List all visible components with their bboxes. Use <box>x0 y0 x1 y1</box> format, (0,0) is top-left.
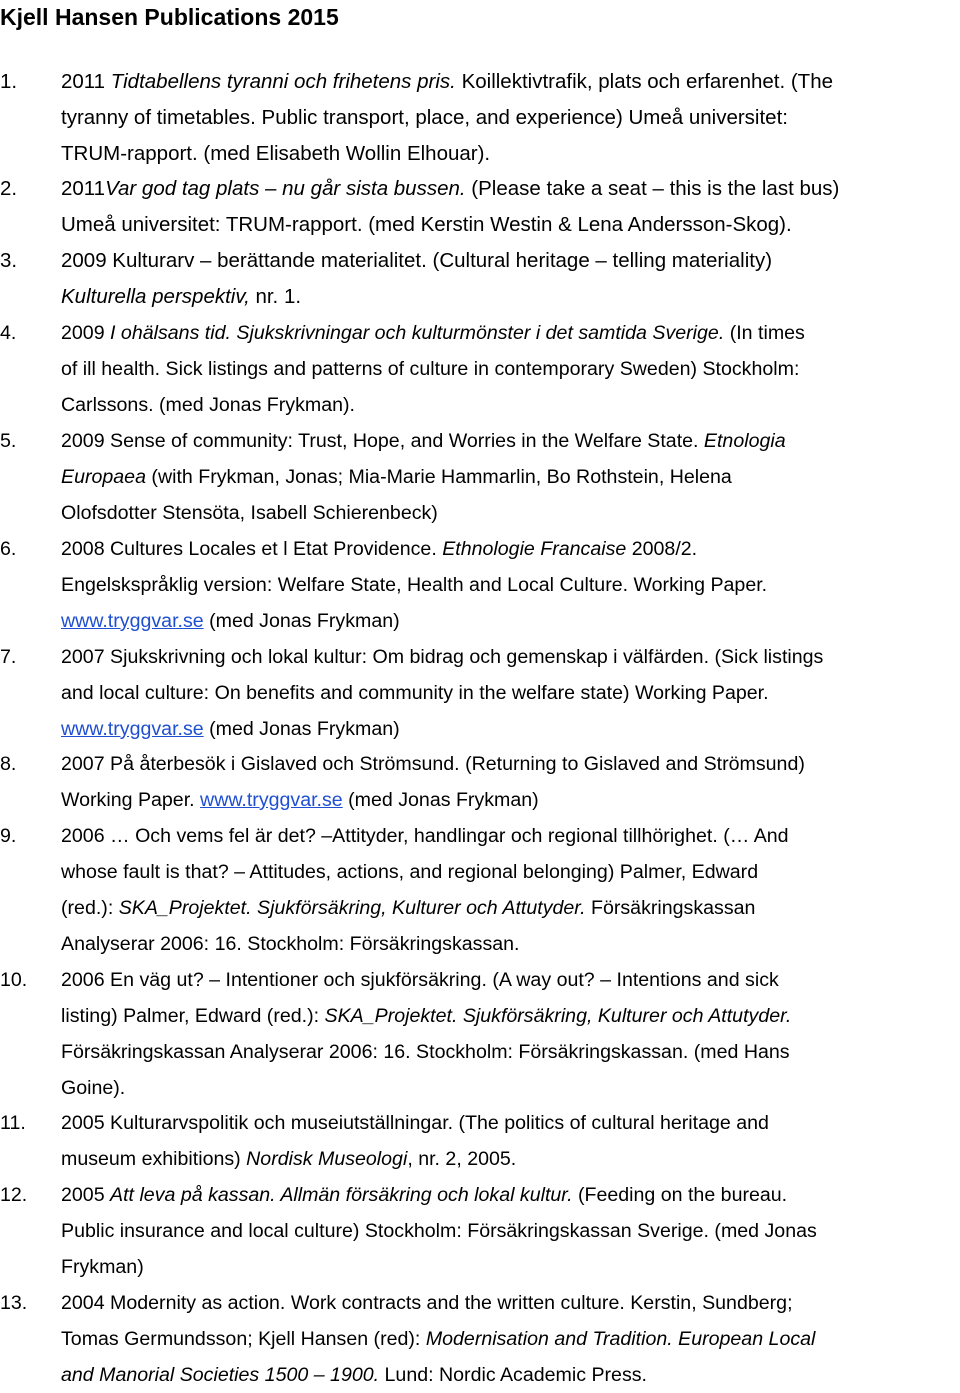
text-line <box>61 998 960 1034</box>
item-number: 8. <box>0 753 17 775</box>
text-segment: of ill health. Sick listings and patterns of culture in contemporary Sweden) Stockholm: <box>61 358 800 380</box>
text-segment: 2006 En väg ut? – Intentioner och sjukförsäkring. (A way out? – Intentions and sick <box>61 969 779 991</box>
text-segment: 2007 Sjukskrivning och lokal kultur: Om bidrag och gemenskap i välfärden. (Sick listings <box>61 646 824 668</box>
text-segment: Koillektivtrafik, plats och erfarenhet. (The <box>461 70 834 93</box>
item-number: 2. <box>0 177 18 200</box>
text-segment: Tomas Germundsson; Kjell Hansen (red): <box>61 1328 426 1350</box>
item-text <box>61 746 960 818</box>
text-line <box>61 1285 960 1321</box>
italic-text: I ohälsans tid. Sjukskrivningar och kulturmönster i det samtida Sverige. <box>110 322 725 344</box>
item-text <box>61 962 960 1106</box>
item-number: 5. <box>0 430 17 452</box>
text-segment: (Please take a seat – this is the last bus) <box>465 177 840 200</box>
italic-text: SKA_Projektet. Sjukförsäkring, Kulturer och Attutyder. <box>118 897 586 919</box>
text-line <box>61 136 960 172</box>
text-line <box>61 746 960 782</box>
text-line <box>61 351 960 387</box>
item-number: 4. <box>0 322 17 344</box>
item-text <box>61 531 960 639</box>
text-line <box>61 639 960 675</box>
text-line <box>61 1177 960 1213</box>
text-line <box>61 782 960 818</box>
text-segment: TRUM-rapport. (med Elisabeth Wollin Elhouar). <box>61 142 491 165</box>
item-text <box>61 64 960 172</box>
text-line <box>61 1213 960 1249</box>
text-segment: (with Frykman, Jonas; Mia-Marie Hammarlin, Bo Rothstein, Helena <box>145 466 732 488</box>
item-text <box>61 243 960 315</box>
text-line <box>61 1141 960 1177</box>
item-text <box>61 639 960 747</box>
text-line <box>61 243 960 279</box>
text-segment: 2009 <box>61 322 111 344</box>
text-line <box>61 495 960 531</box>
text-line <box>61 207 960 243</box>
item-number: 6. <box>0 538 17 560</box>
text-line <box>61 1321 960 1357</box>
text-line <box>61 962 960 998</box>
text-segment: (med Jonas Frykman) <box>203 718 400 740</box>
text-segment: (med Jonas Frykman) <box>203 610 400 632</box>
italic-text: Att leva på kassan. Allmän försäkring och lokal kultur. <box>110 1184 573 1206</box>
text-line <box>61 1249 960 1285</box>
text-segment: (red.): <box>61 897 119 919</box>
text-line <box>61 279 960 315</box>
italic-text: and Manorial Societies 1500 – 1900. <box>61 1364 380 1386</box>
text-line <box>61 1034 960 1070</box>
text-segment: Working Paper. <box>61 789 201 811</box>
text-segment: listing) Palmer, Edward (red.): <box>61 1005 325 1027</box>
text-segment: Public insurance and local culture) Stockholm: Försäkringskassan Sverige. (med Jonas <box>61 1220 817 1242</box>
item-number: 13. <box>0 1292 28 1314</box>
text-line <box>61 675 960 711</box>
text-segment: Analyserar 2006: 16. Stockholm: Försäkringskassan. <box>61 933 520 955</box>
text-line <box>61 315 960 351</box>
text-segment: 2004 Modernity as action. Work contracts and the written culture. Kerstin, Sundberg; <box>61 1292 793 1314</box>
text-segment: and local culture: On benefits and community in the welfare state) Working Paper. <box>61 682 769 704</box>
text-segment: 2009 Kulturarv – berättande materialitet. (Cultural heritage – telling materiality) <box>61 249 773 272</box>
text-segment: (med Jonas Frykman) <box>342 789 539 811</box>
text-segment: Umeå universitet: TRUM-rapport. (med Kerstin Westin & Lena Andersson-Skog). <box>61 213 792 236</box>
text-segment: nr. 1. <box>249 285 302 308</box>
item-text <box>61 315 960 423</box>
text-line <box>61 890 960 926</box>
item-number: 9. <box>0 825 17 847</box>
item-text <box>61 1285 960 1393</box>
text-segment: 2007 På återbesök i Gislaved och Strömsund. (Returning to Gislaved and Strömsund) <box>61 753 805 775</box>
italic-text: Modernisation and Tradition. European Local <box>425 1328 816 1350</box>
website-link[interactable]: www.tryggvar.se <box>61 718 204 740</box>
text-line <box>61 567 960 603</box>
text-segment: Försäkringskassan <box>585 897 756 919</box>
text-segment: 2008/2. <box>626 538 698 560</box>
text-segment: , nr. 2, 2005. <box>407 1148 517 1170</box>
text-segment: tyranny of timetables. Public transport, place, and experience) Umeå universitet: <box>61 106 788 129</box>
text-line <box>61 603 960 639</box>
text-segment: Carlssons. (med Jonas Frykman). <box>61 394 355 416</box>
italic-text: Var god tag plats – nu går sista bussen. <box>105 177 466 200</box>
text-line <box>61 818 960 854</box>
text-segment: 2005 <box>61 1184 111 1206</box>
text-segment: Lund: Nordic Academic Press. <box>379 1364 647 1386</box>
text-segment: 2011 <box>61 177 106 200</box>
text-segment: 2005 Kulturarvspolitik och museiutställningar. (The politics of cultural heritage and <box>61 1112 769 1134</box>
text-segment: museum exhibitions) <box>61 1148 247 1170</box>
text-line <box>61 531 960 567</box>
italic-text: Etnologia <box>703 430 786 452</box>
website-link[interactable]: www.tryggvar.se <box>61 610 204 632</box>
item-number: 7. <box>0 646 17 668</box>
item-number: 12. <box>0 1184 28 1206</box>
item-text <box>61 818 960 962</box>
text-line <box>61 100 960 136</box>
italic-text: Europaea <box>61 466 146 488</box>
item-text <box>61 1177 960 1285</box>
text-segment: Goine). <box>61 1077 126 1099</box>
text-segment: 2011 <box>61 70 111 93</box>
text-segment: (In times <box>724 322 805 344</box>
page-title: Kjell Hansen Publications 2015 <box>0 4 339 30</box>
text-line <box>61 387 960 423</box>
text-segment: Olofsdotter Stensöta, Isabell Schierenbeck) <box>61 502 438 524</box>
text-line <box>61 1357 960 1393</box>
text-line <box>61 926 960 962</box>
text-line <box>61 459 960 495</box>
item-text <box>61 171 960 243</box>
text-line <box>61 64 960 100</box>
italic-text: Kulturella perspektiv, <box>61 285 250 308</box>
text-segment: (Feeding on the bureau. <box>572 1184 788 1206</box>
italic-text: Ethnologie Francaise <box>442 538 627 560</box>
text-segment: 2008 Cultures Locales et l Etat Providence. <box>61 538 443 560</box>
item-text <box>61 423 960 531</box>
website-link[interactable]: www.tryggvar.se <box>200 789 343 811</box>
italic-text: Tidtabellens tyranni och frihetens pris. <box>110 70 462 93</box>
item-number: 3. <box>0 249 18 272</box>
text-segment: 2009 Sense of community: Trust, Hope, and Worries in the Welfare State. <box>61 430 704 452</box>
text-line <box>61 423 960 459</box>
text-line <box>61 171 960 207</box>
text-line <box>61 1070 960 1106</box>
item-text <box>61 1105 960 1177</box>
text-segment: Frykman) <box>61 1256 144 1278</box>
text-segment: whose fault is that? – Attitudes, actions, and regional belonging) Palmer, Edward <box>61 861 759 883</box>
italic-text: Nordisk Museologi <box>246 1148 408 1170</box>
text-segment: Försäkringskassan Analyserar 2006: 16. Stockholm: Försäkringskassan. (med Hans <box>61 1041 790 1063</box>
text-line <box>61 711 960 747</box>
item-number: 10. <box>0 969 28 991</box>
text-line <box>61 854 960 890</box>
italic-text: SKA_Projektet. Sjukförsäkring, Kulturer och Attutyder. <box>324 1005 792 1027</box>
text-line <box>61 1105 960 1141</box>
text-segment: 2006 … Och vems fel är det? –Attityder, handlingar och regional tillhörighet. (… And <box>61 825 789 847</box>
text-segment: Engelskspråklig version: Welfare State, Health and Local Culture. Working Paper. <box>61 574 768 596</box>
item-number: 1. <box>0 70 18 93</box>
item-number: 11. <box>0 1112 26 1134</box>
